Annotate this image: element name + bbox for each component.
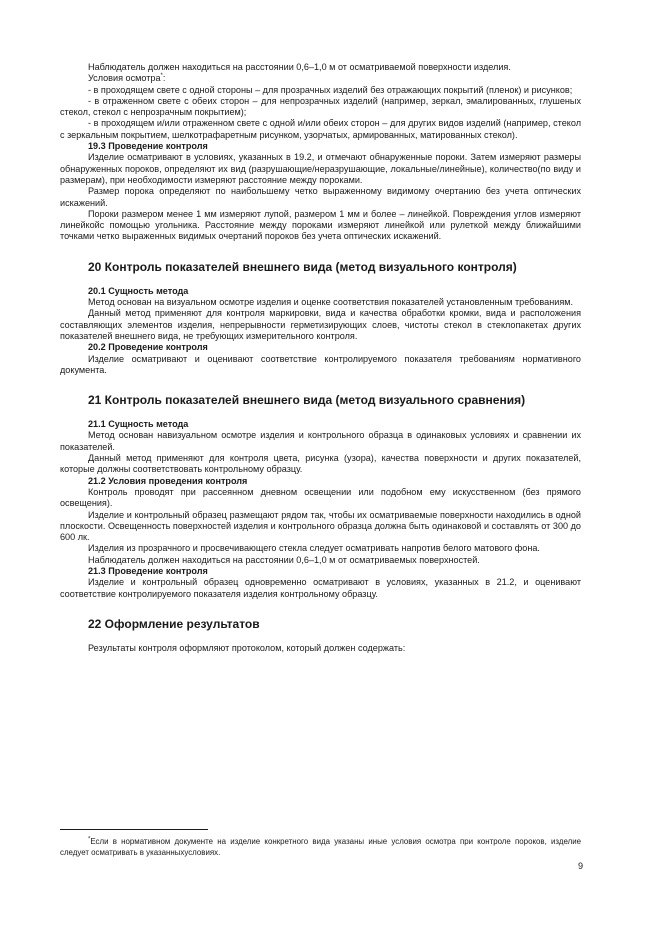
paragraph: Изделие осматривают и оценивают соответствие контролируемого показателя требованиям нормативного документа. xyxy=(60,353,581,375)
paragraph: Данный метод применяют для контроля маркировки, вида и качества обработки кромки, вида и расположения составляющих элементов изделия, непрерывности герметизирующих слоев, чистоты стекол в стеклопакетах других показателей внешнего вида, не требующих измерительного контроля. xyxy=(60,308,581,341)
paragraph: Изделие и контрольный образец одновременно осматривают в условиях, указанных в 21.2, и оценивают соответствие контролируемого показателя изделия контрольному образцу. xyxy=(60,577,581,599)
paragraph: Наблюдатель должен находиться на расстоянии 0,6–1,0 м от осматриваемых поверхностей. xyxy=(88,554,480,565)
list-item: - в проходящем и/или отраженном свете с одной и/или обеих сторон – для других видов изделий (например, стекол с зеркальным покрытием, шелкотрафаретным рисунком, узорчатых, армированных, матированных стекол). xyxy=(60,118,581,140)
paragraph-text: Условия осмотра xyxy=(88,73,161,84)
paragraph: Контроль проводят при рассеянном дневном освещении или подобном ему искусственном (без прямого освещения). xyxy=(60,486,581,509)
footnote-text: Если в нормативном документе на изделие конкретного вида указаны иные условия осмотра при контроле пороков, изделие следует осматривать в указанныхусловиях. xyxy=(60,837,581,857)
page-number: 9 xyxy=(577,861,583,871)
paragraph: Результаты контроля оформляют протоколом, который должен содержать: xyxy=(88,642,406,653)
paragraph: Изделие и контрольный образец размещают рядом так, чтобы их осматриваемые поверхности находились в одной плоскости. Освещенность поверхностей изделия и контрольного образца должна быть одинаковой и составлять от 300 до 600 лк. xyxy=(60,509,581,543)
page-body xyxy=(60,62,581,654)
paragraph: Наблюдатель должен находиться на расстоянии 0,6–1,0 м от осматриваемой поверхности изделия. xyxy=(88,62,511,72)
paragraph: Изделия из прозрачного и просвечивающего стекла следует осматривать напротив белого матового фона. xyxy=(88,543,540,554)
paragraph: Метод основан навизуальном осмотре изделия и контрольного образца в одинаковых условиях и сравнении их показателей. xyxy=(60,430,581,452)
subsection-heading: 20.2 Проведение контроля xyxy=(88,342,208,353)
section-heading: 21 Контроль показателей внешнего вида (метод визуального сравнения) xyxy=(88,393,526,408)
footnote-separator xyxy=(60,829,208,830)
footnote-marker: * xyxy=(88,836,91,843)
paragraph: Метод основан на визуальном осмотре изделия и оценке соответствия показателей установленным требованиям. xyxy=(88,297,574,308)
footnote xyxy=(60,836,581,858)
colon: : xyxy=(162,73,166,84)
subsection-heading: 21.1 Сущность метода xyxy=(88,419,189,430)
paragraph: Изделие осматривают в условиях, указанных в 19.2, и отмечают обнаруженные пороки. Затем измеряют размеры обнаруженных пороков, определяют их вид (разрушающие/неразрушающие, локальные/линейные), количество(по виду и размерам), при необходимости измеряют расстояние между пороками. xyxy=(60,152,581,185)
paragraph: Данный метод применяют для контроля цвета, рисунка (узора), качества поверхности и других показателей, которые должны соответствовать контрольному образцу. xyxy=(60,453,581,475)
subsection-heading: 19.3 Проведение контроля xyxy=(88,141,208,152)
list-item: - в проходящем свете с одной стороны – для прозрачных изделий без отражающих покрытий (пленок) и рисунков; xyxy=(88,84,573,95)
list-item: - в отраженном свете с обеих сторон – для непрозрачных изделий (например, зеркал, эмалированных, глушеных стекол, стекол с непрозрачным покрытием); xyxy=(60,95,581,118)
paragraph: Пороки размером менее 1 мм измеряют лупой, размером 1 мм и более – линейкой. Повреждения углов измеряют линейкойс помощью угольника. Расстояние между пороками измеряют линейкой или рулеткой между ближайшими точками четко выраженных видимых очертаний пороков без учета оптических искажений. xyxy=(60,208,581,242)
subsection-heading: 21.3 Проведение контроля xyxy=(88,565,208,576)
section-heading: 22 Оформление результатов xyxy=(88,616,260,631)
footnote-marker: * xyxy=(160,73,163,80)
section-heading: 20 Контроль показателей внешнего вида (метод визуального контроля) xyxy=(88,259,517,274)
subsection-heading: 20.1 Сущность метода xyxy=(88,285,189,296)
subsection-heading: 21.2 Условия проведения контроля xyxy=(88,475,248,486)
paragraph xyxy=(60,73,581,84)
paragraph: Размер порока определяют по наибольшему четко выраженному видимому очертанию без учета оптических искажений. xyxy=(60,186,581,208)
